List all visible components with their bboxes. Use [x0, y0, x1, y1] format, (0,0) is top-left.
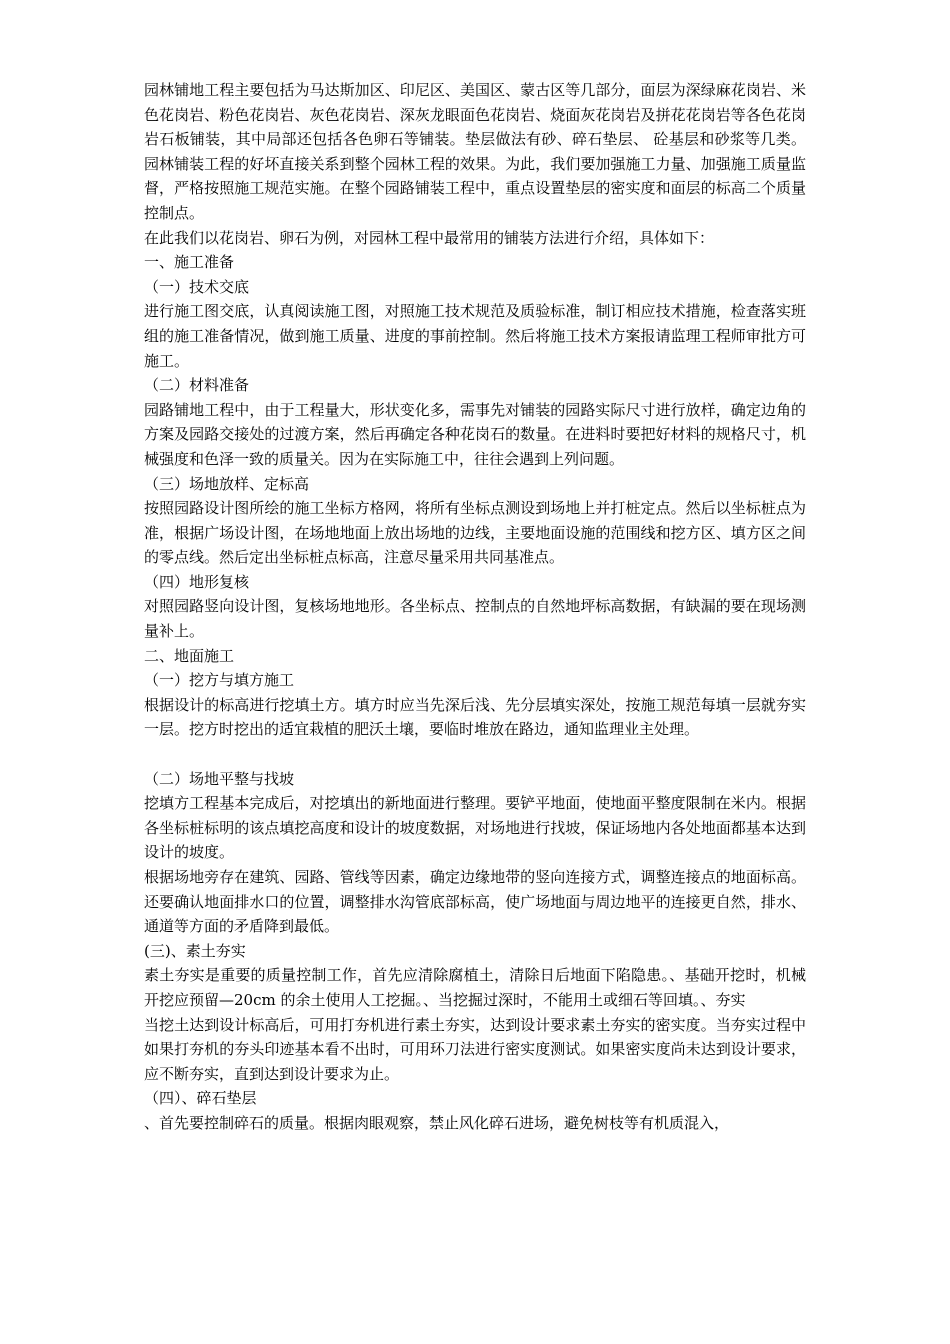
subheading-terrain-check: （四）地形复核 — [144, 572, 250, 591]
cut-fill-paragraph: 根据设计的标高进行挖填土方。填方时应当先深后浅、先分层填实深处，按施工规范每填一层就夯实一层。挖方时挖出的适宜栽植的肥沃土壤，要临时堆放在路边，通知监理业主处理。 — [144, 695, 806, 739]
soil-compaction-paragraph: 素土夯实是重要的质量控制工作，首先应清除腐植土，清除日后地面下陷隐患。、基础开挖时，机械开挖应预留—20cm 的余土使用人工挖掘。、当挖掘过深时，不能用土或细石等回填。、夯实 — [144, 966, 806, 1009]
subheading-tech-briefing: （一）技术交底 — [144, 277, 250, 296]
section-heading-ground-work: 二、地面施工 — [144, 646, 235, 665]
document-body — [144, 78, 806, 1136]
intro-method-paragraph: 在此我们以花岗岩、卵石为例，对园林工程中最常用的铺装方法进行介绍，具体如下： — [144, 228, 715, 247]
intro-paragraph: 园林铺地工程主要包括为马达斯加区、印尼区、美国区、蒙古区等几部分，面层为深绿麻花岗岩、米色花岗岩、粉色花岗岩、灰色花岗岩、深灰龙眼面色花岗岩、烧面灰花岗岩及拼花花岗岩等各色花岗岩石板铺装，其中局部还包括各色卵石等铺装。垫层做法有砂、碎石垫层、 砼基层和砂浆等几类。园林铺装工程的好坏直接关系到整个园林工程的效果。为此，我们要加强施工力量、加强施工质量监督，严格按照施工规范实施。在整个园路铺装工程中，重点设置垫层的密实度和面层的标高二个质量控制点。 — [144, 81, 806, 222]
section-heading-preparation: 一、施工准备 — [144, 253, 235, 272]
edge-connection-paragraph: 根据场地旁存在建筑、园路、管线等因素，确定边缘地带的竖向连接方式，调整连接点的地面标高。还要确认地面排水口的位置，调整排水沟管底部标高，使广场地面与周边地平的连接更自然，排水、通道等方面的矛盾降到最低。 — [144, 868, 806, 936]
subheading-leveling-slope: （二）场地平整与找坡 — [144, 769, 295, 788]
terrain-check-paragraph: 对照园路竖向设计图，复核场地地形。各坐标点、控制点的自然地坪标高数据，有缺漏的要在现场测量补上。 — [144, 597, 806, 641]
subheading-soil-compaction: (三)、素土夯实 — [144, 941, 246, 960]
blank-line — [144, 742, 806, 767]
gravel-paragraph: 、首先要控制碎石的质量。根据肉眼观察，禁止风化碎石进场，避免树枝等有机质混入， — [144, 1113, 730, 1132]
subheading-materials: （二）材料准备 — [144, 376, 250, 395]
subheading-cut-fill: （一）挖方与填方施工 — [144, 671, 295, 690]
materials-paragraph: 园路铺地工程中，由于工程量大，形状变化多，需事先对铺装的园路实际尺寸进行放样，确定边角的方案及园路交接处的过渡方案，然后再确定各种花岗石的数量。在进料时要把好材料的规格尺寸，机械强度和色泽一致的质量关。因为在实际施工中，往往会遇到上列问题。 — [144, 400, 806, 468]
tech-briefing-paragraph: 进行施工图交底，认真阅读施工图，对照施工技术规范及质验标准，制订相应技术措施，检查落实班组的施工准备情况，做到施工质量、进度的事前控制。然后将施工技术方案报请监理工程师审批方可施工。 — [144, 302, 806, 370]
subheading-staking-elevation: （三）场地放样、定标高 — [144, 474, 310, 493]
staking-paragraph: 按照园路设计图所绘的施工坐标方格网，将所有坐标点测设到场地上并打桩定点。然后以坐标桩点为准，根据广场设计图，在场地地面上放出场地的边线，主要地面设施的范围线和挖方区、填方区之间的零点线。然后定出坐标桩点标高，注意尽量采用共同基准点。 — [144, 499, 806, 567]
leveling-paragraph: 挖填方工程基本完成后，对挖填出的新地面进行整理。要铲平地面，使地面平整度限制在米内。根据各坐标桩标明的该点填挖高度和设计的坡度数据，对场地进行找坡，保证场地内各处地面都基本达到设计的坡度。 — [144, 794, 806, 862]
subheading-gravel-cushion: （四）、碎石垫层 — [144, 1089, 257, 1108]
compaction-test-paragraph: 当挖土达到设计标高后，可用打夯机进行素土夯实，达到设计要求素土夯实的密实度。当夯实过程中如果打夯机的夯头印迹基本看不出时，可用环刀法进行密实度测试。如果密实度尚未达到设计要求，应不断夯实，直到达到设计要求为止。 — [144, 1015, 806, 1083]
